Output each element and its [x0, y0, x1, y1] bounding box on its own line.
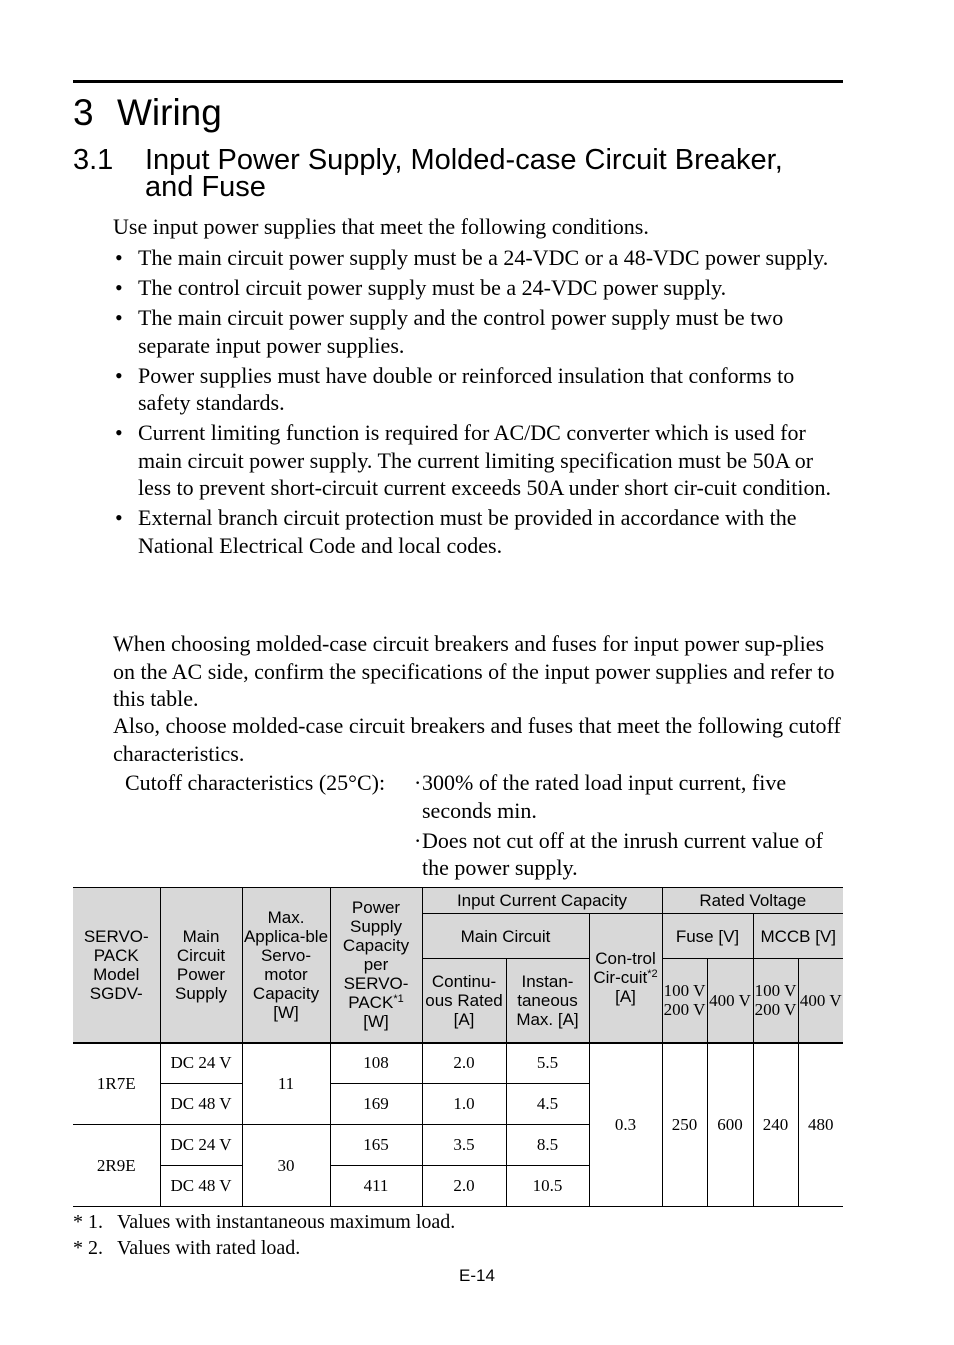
- cell-mccb-400: 480: [798, 1043, 843, 1207]
- list-item: • Current limiting function is required for AC/DC converter which is used for main circuit power supply. The current limiting specification must be 50A or less to prevent short-circuit current exceeds 50A under short cir-cuit condition.: [115, 420, 831, 500]
- footnote-1: [73, 1210, 455, 1234]
- cutoff-list: [414, 769, 844, 884]
- capacity-table: [73, 887, 843, 1207]
- paragraph-cutoff: Also, choose molded-case circuit breakers and fuses that meet the following cutoff characteristics.: [113, 713, 841, 766]
- header-model: SERVO-PACK Model SGDV-: [73, 888, 160, 1043]
- paragraph-breakers: When choosing molded-case circuit breakers and fuses for input power sup-plies on the AC side, confirm the specifications of the input power supplies and refer to this table.: [113, 631, 835, 711]
- header-mccb-100-200: 100 V 200 V: [753, 959, 798, 1043]
- header-instantaneous: Instan-taneous Max. [A]: [506, 959, 589, 1043]
- header-input-current: Input Current Capacity: [422, 888, 662, 914]
- section-title: Input Power Supply, Molded-case Circuit Breaker, and Fuse: [145, 144, 783, 203]
- footnote-2: [73, 1236, 300, 1260]
- cell-model: 2R9E: [73, 1125, 160, 1207]
- cell-capacity: 411: [330, 1166, 422, 1207]
- footnote-text: Values with instantaneous maximum load.: [117, 1211, 456, 1233]
- footnote-mark: * 1.: [73, 1211, 103, 1233]
- page-number: E-14: [459, 1266, 495, 1285]
- cell-supply: DC 24 V: [160, 1125, 242, 1166]
- cell-control: 0.3: [589, 1043, 662, 1207]
- header-fuse-400: 400 V: [707, 959, 753, 1043]
- list-item: · Does not cut off at the inrush current value of the power supply.: [414, 827, 823, 880]
- cell-supply: DC 48 V: [160, 1166, 242, 1207]
- cell-instant: 8.5: [506, 1125, 589, 1166]
- intro-text: Use input power supplies that meet the following conditions.: [113, 214, 649, 239]
- note1-mark: *1: [393, 993, 404, 1006]
- table-row: [73, 1043, 843, 1084]
- cutoff-label: Cutoff characteristics (25°C):: [125, 770, 386, 795]
- header-max-motor: Max. Applica-ble Servo-motor Capacity [W]: [242, 888, 330, 1043]
- header-main-circuit: Main Circuit: [422, 914, 589, 959]
- chapter-number: 3: [73, 92, 94, 133]
- cell-instant: 4.5: [506, 1084, 589, 1125]
- list-item: • The main circuit power supply must be a 24-VDC or a 48-VDC power supply.: [115, 245, 829, 270]
- header-fuse: Fuse [V]: [662, 914, 753, 959]
- header-control-circuit: Con-trol Cir-cuit$^{*2}$ [A]: [589, 914, 662, 1043]
- cell-continuous: 1.0: [422, 1084, 506, 1125]
- cell-mccb-100-200: 240: [753, 1043, 798, 1207]
- header-rated-voltage: Rated Voltage: [662, 888, 843, 914]
- list-item: • External branch circuit protection must be provided in accordance with the National Electrical Code and local codes.: [115, 505, 797, 558]
- list-item: • The control circuit power supply must be a 24-VDC power supply.: [115, 275, 727, 300]
- cell-continuous: 3.5: [422, 1125, 506, 1166]
- chapter-heading: [73, 92, 222, 134]
- list-item: · 300% of the rated load input current, five seconds min.: [414, 770, 787, 823]
- cell-instant: 5.5: [506, 1043, 589, 1084]
- cell-continuous: 2.0: [422, 1043, 506, 1084]
- list-item: • The main circuit power supply and the control power supply must be two separate input power supplies.: [115, 305, 784, 358]
- footnote-text: Values with rated load.: [117, 1237, 301, 1259]
- cell-capacity: 108: [330, 1043, 422, 1084]
- note2-mark: *2: [647, 968, 658, 981]
- chapter-title: Wiring: [117, 92, 222, 133]
- cell-instant: 10.5: [506, 1166, 589, 1207]
- cell-capacity: 165: [330, 1125, 422, 1166]
- header-power-capacity: Power Supply Capacity per SERVO-PACK$^{*1}$ [W]: [330, 888, 422, 1043]
- cell-continuous: 2.0: [422, 1166, 506, 1207]
- header-continuous: Continu-ous Rated [A]: [422, 959, 506, 1043]
- footnote-mark: * 2.: [73, 1237, 103, 1259]
- header-mccb-400: 400 V: [798, 959, 843, 1043]
- cell-supply: DC 48 V: [160, 1084, 242, 1125]
- section-number: 3.1: [73, 144, 114, 176]
- header-main-power: Main Circuit Power Supply: [160, 888, 242, 1043]
- cell-fuse-100-200: 250: [662, 1043, 707, 1207]
- cell-fuse-400: 600: [707, 1043, 753, 1207]
- conditions-list: [113, 244, 843, 562]
- list-item: • Power supplies must have double or reinforced insulation that conforms to safety standards.: [115, 362, 795, 415]
- header-mccb: MCCB [V]: [753, 914, 843, 959]
- cell-capacity: 169: [330, 1084, 422, 1125]
- cell-supply: DC 24 V: [160, 1043, 242, 1084]
- cell-motor: 30: [242, 1125, 330, 1207]
- top-rule: [73, 80, 843, 83]
- cell-model: 1R7E: [73, 1043, 160, 1125]
- cell-motor: 11: [242, 1043, 330, 1125]
- header-fuse-100-200: 100 V 200 V: [662, 959, 707, 1043]
